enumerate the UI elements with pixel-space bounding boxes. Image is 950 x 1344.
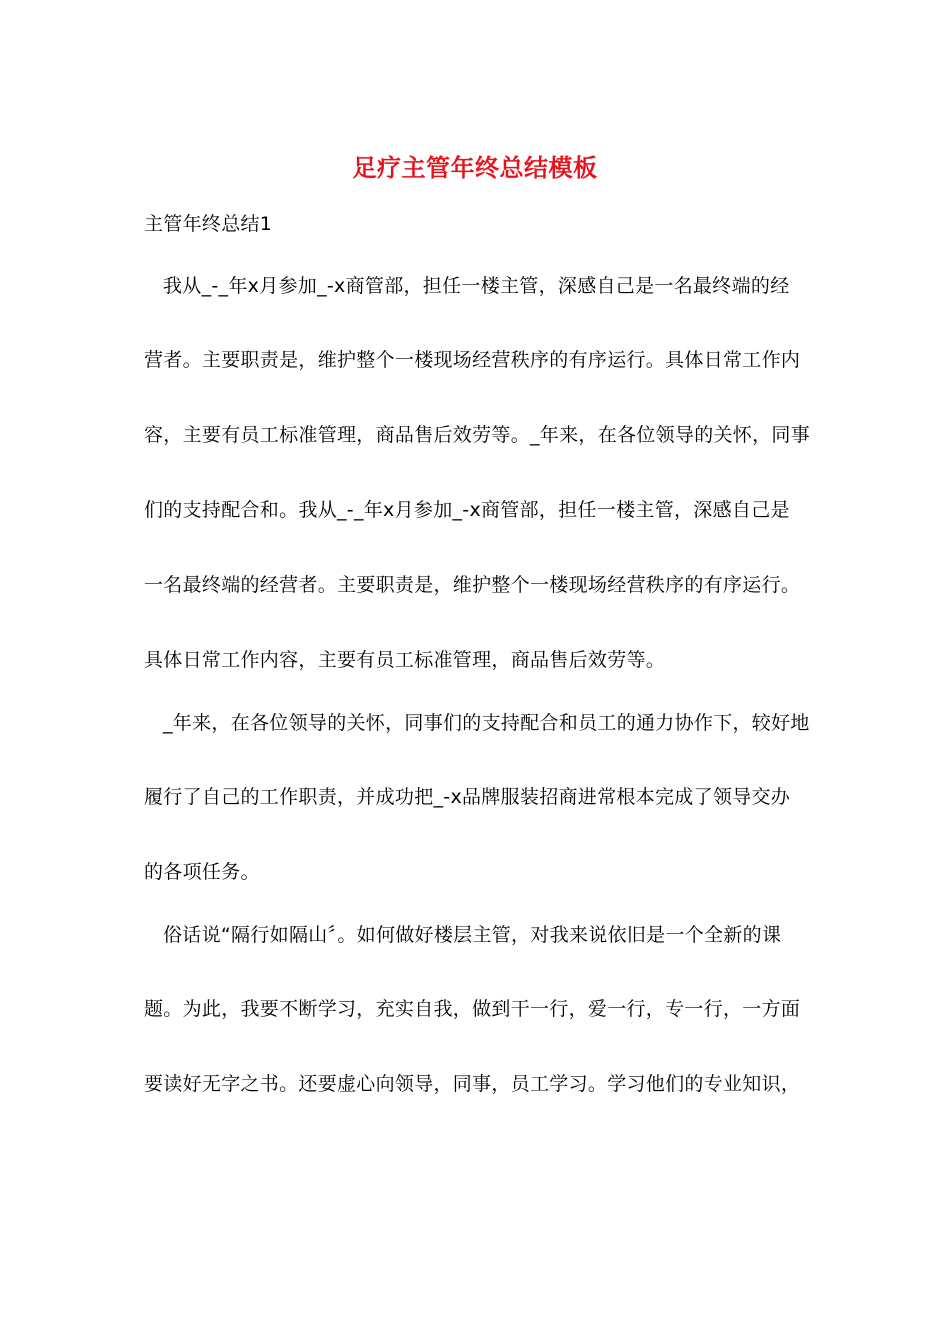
paragraph-line: 的各项任务。 [144,861,260,883]
document-title: 足疗主管年终总结模板 [352,153,598,182]
paragraph-line: 题。为此，我要不断学习，充实自我，做到干一行，爱一行，专一行，一方面 [144,998,801,1020]
section-heading: 主管年终总结1 [144,213,273,235]
paragraph-line: 们的支持配合和。我从_-_年x月参加_-x商管部，担任一楼主管，深感自己是 [144,499,790,521]
paragraph-line: 履行了自己的工作职责，并成功把_-x品牌服装招商进常根本完成了领导交办 [144,786,791,808]
paragraph-line: 容，主要有员工标准管理，商品售后效劳等。_年来，在各位领导的关怀，同事 [144,424,811,446]
paragraph-line: 俗话说“隔行如隔山〞。如何做好楼层主管，对我来说依旧是一个全新的课 [163,924,782,946]
paragraph-line: 我从_-_年x月参加_-x商管部，担任一楼主管，深感自己是一名最终端的经 [163,275,790,297]
paragraph-line: 一名最终端的经营者。主要职责是，维护整个一楼现场经营秩序的有序运行。 [144,574,801,596]
paragraph-line: 要读好无字之书。还要虚心向领导，同事，员工学习。学习他们的专业知识， [144,1073,801,1095]
paragraph-line: 具体日常工作内容，主要有员工标准管理，商品售后效劳等。 [144,649,666,671]
paragraph-line: 营者。主要职责是，维护整个一楼现场经营秩序的有序运行。具体日常工作内 [144,349,801,371]
paragraph-line: _年来，在各位领导的关怀，同事们的支持配合和员工的通力协作下，较好地 [163,712,810,734]
